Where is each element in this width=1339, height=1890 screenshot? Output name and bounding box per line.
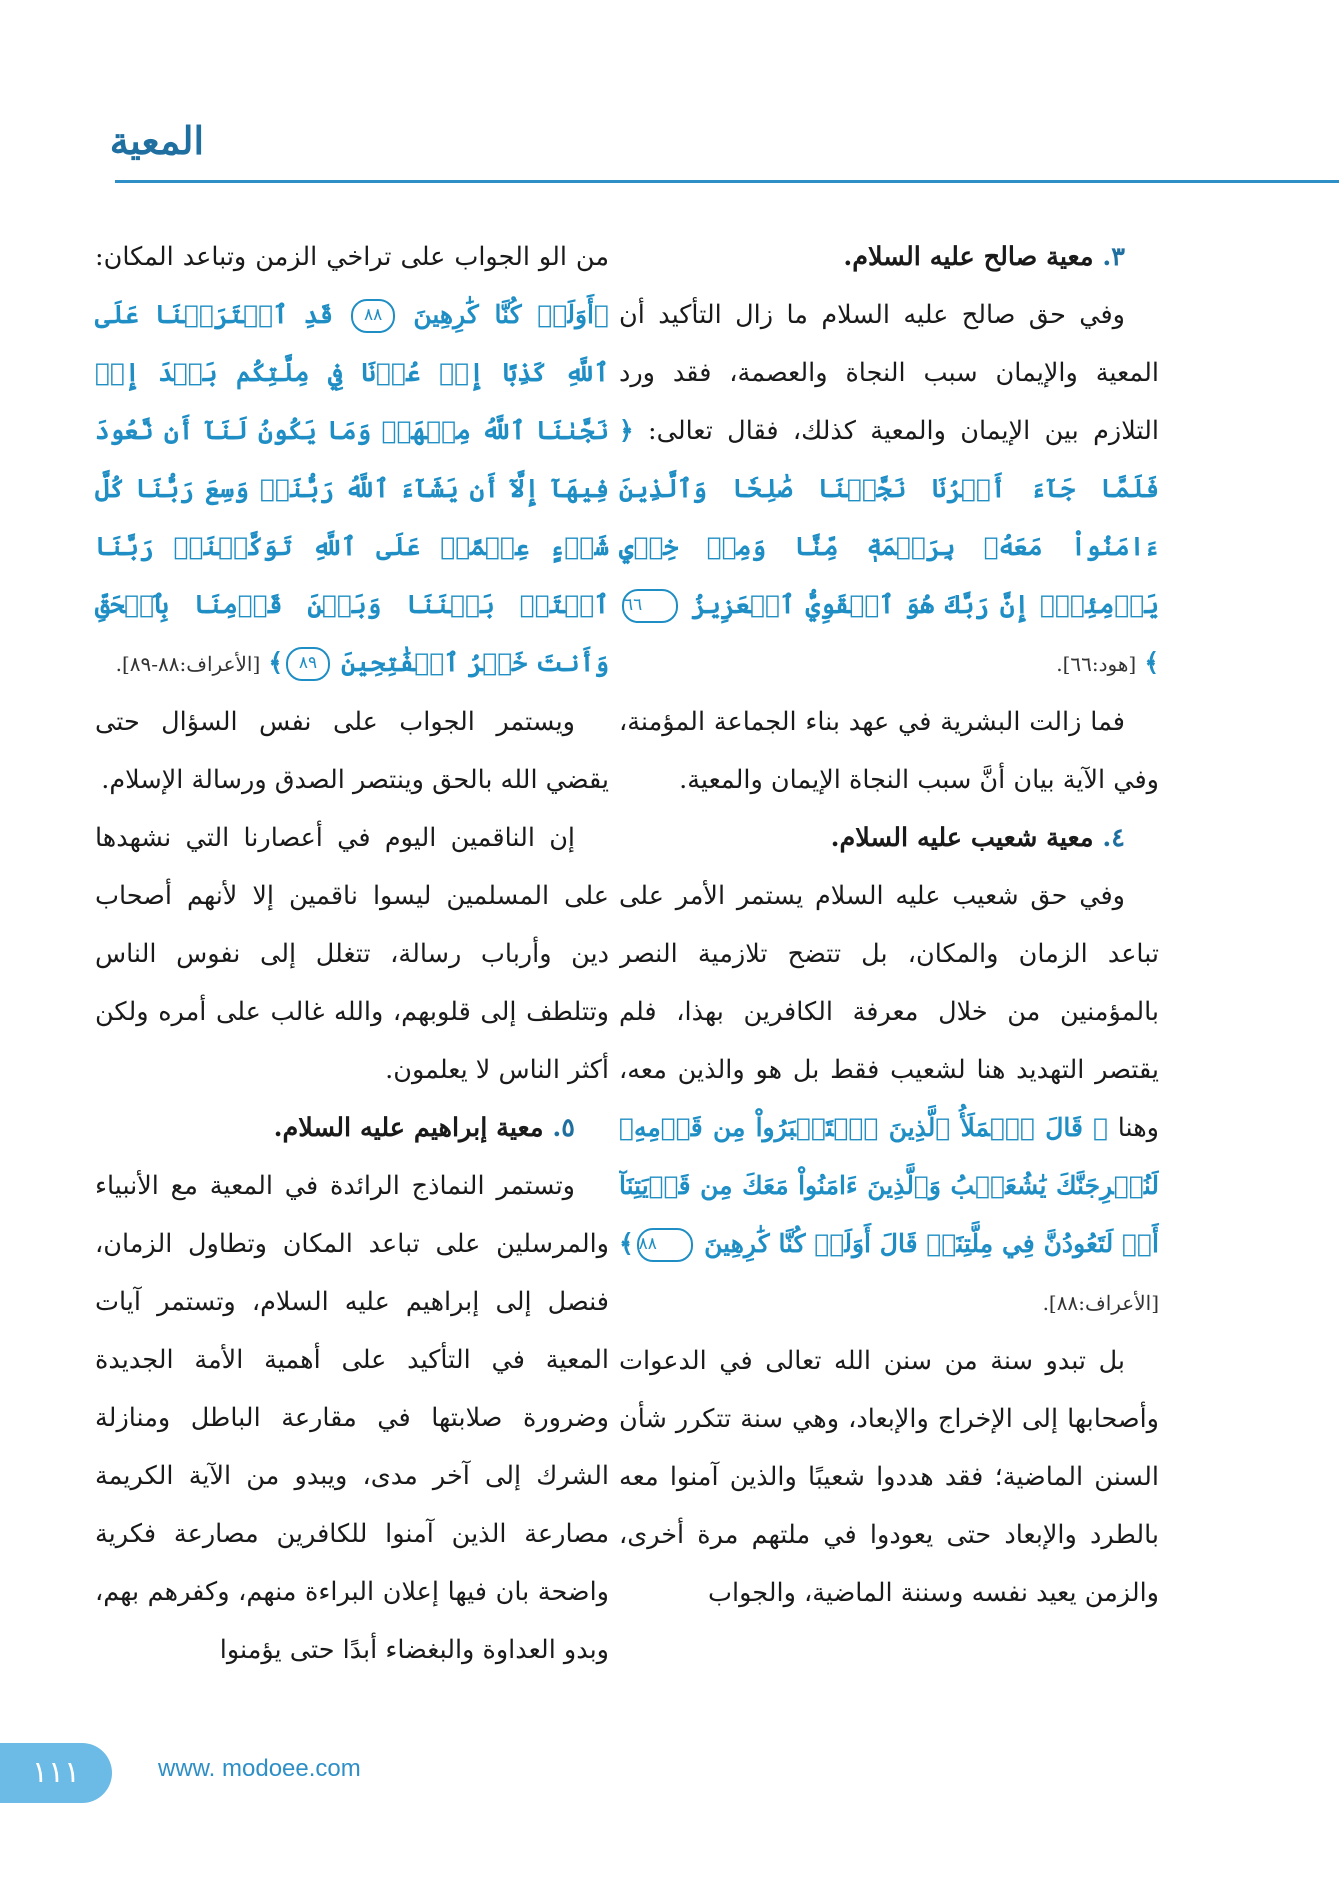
section-heading-shuaib bbox=[619, 809, 1159, 867]
page-title: المعية bbox=[109, 118, 204, 163]
right-column bbox=[619, 228, 1159, 1788]
paragraph bbox=[619, 867, 1159, 1332]
paragraph bbox=[95, 228, 609, 693]
section-heading-text: معية صالح عليه السلام. bbox=[843, 242, 1094, 272]
paragraph bbox=[619, 286, 1159, 693]
section-heading-text: معية إبراهيم عليه السلام. bbox=[273, 1113, 544, 1143]
paragraph-text: من الو الجواب على تراخي الزمن وتباعد المكان: bbox=[95, 242, 609, 272]
quran-close-bracket: ﴾ bbox=[268, 648, 284, 677]
ayah-number-badge: ٨٨ bbox=[637, 1228, 693, 1262]
paragraph: فما زالت البشرية في عهد بناء الجماعة المؤمنة، وفي الآية بيان أنَّ سبب النجاة الإيمان والمعية. bbox=[619, 707, 1159, 795]
section-number: ٥. bbox=[552, 1113, 575, 1143]
ayah-number-badge: ٨٩ bbox=[286, 647, 330, 681]
paragraph: إن الناقمين اليوم في أعصارنا التي نشهدها على المسلمين ليسوا ناقمين إلا لأنهم أصحاب دين وأرباب رسالة، تتغلل إلى نفوس الناس وتتلطف إلى قلوبهم، والله غالب على أمره ولكن أكثر الناس لا يعلمون. bbox=[95, 823, 609, 1085]
section-heading-saleh bbox=[619, 228, 1159, 286]
quran-verse: ﴿ قَالَ ٱلۡمَلَأُ ٱلَّذِينَ ٱسۡتَكۡبَرُواْ مِن قَوۡمِهِۦ لَنُخۡرِجَنَّكَ يَٰشُعَيۡبُ وَٱلَّذِينَ ءَامَنُواْ مَعَكَ مِن قَرۡيَتِنَآ أَوۡ لَتَعُودُنَّ فِي مِلَّتِنَاۚ قَالَ أَوَلَوۡ كُنَّا كَٰرِهِينَ bbox=[619, 1113, 1159, 1258]
paragraph: ويستمر الجواب على نفس السؤال حتى يقضي الله بالحق وينتصر الصدق ورسالة الإسلام. bbox=[95, 707, 609, 795]
verse-reference: [هود:٦٦]. bbox=[1056, 652, 1137, 676]
ayah-number-badge: ٨٨ bbox=[351, 299, 395, 333]
header-divider bbox=[115, 180, 1339, 183]
paragraph: وتستمر النماذج الرائدة في المعية مع الأنبياء والمرسلين على تباعد المكان وتطاول الزمان، فنصل إلى إبراهيم عليه السلام، وتستمر آيات المعية في التأكيد على أهمية الأمة الجديدة وضرورة صلابتها في مقارعة الباطل ومنازلة الشرك إلى آخر مدى، ويبدو من الآية الكريمة مصارعة الذين آمنوا للكافرين مصارعة فكرية واضحة بان فيها إعلان البراءة منهم، وكفرهم بهم، وبدو العداوة والبغضاء أبدًا حتى يؤمنوا bbox=[95, 1171, 609, 1665]
quran-close-bracket: ﴾ bbox=[619, 1229, 634, 1258]
page-number-badge: ١١١ bbox=[0, 1743, 112, 1803]
paragraph-text: وفي حق صالح عليه السلام ما زال التأكيد أن المعية والإيمان سبب النجاة والعصمة، فقد ورد التلازم بين الإيمان والمعية كذلك، فقال تعالى: bbox=[619, 300, 1159, 446]
verse-reference: [الأعراف:٨٨]. bbox=[1042, 1291, 1159, 1315]
quran-close-bracket: ﴾ bbox=[1144, 648, 1159, 677]
section-heading-text: معية شعيب عليه السلام. bbox=[830, 823, 1094, 853]
paragraph-text: وفي حق شعيب عليه السلام يستمر الأمر على تباعد الزمان والمكان، بل تتضح تلازمية النصر بالمؤمنين من خلال معرفة الكافرين بهذا، فلم يقتصر التهديد هنا لشعيب فقط بل هو والذين معه، وهنا bbox=[619, 881, 1159, 1143]
section-heading-ibrahim bbox=[95, 1099, 609, 1157]
paragraph: بل تبدو سنة من سنن الله تعالى في الدعوات وأصحابها إلى الإخراج والإبعاد، وهي سنة تتكرر شأن السنن الماضية؛ فقد هددوا شعيبًا والذين آمنوا معه بالطرد والإبعاد حتى يعودوا في ملتهم مرة أخرى، والزمن يعيد نفسه وسننة الماضية، والجواب bbox=[619, 1346, 1159, 1608]
left-column bbox=[95, 228, 609, 1788]
verse-reference: [الأعراف:٨٨-٨٩]. bbox=[115, 652, 261, 676]
website-url[interactable]: www. modoee.com bbox=[158, 1755, 361, 1782]
section-number: ٤. bbox=[1102, 823, 1125, 853]
quran-verse: ﴿ فَلَمَّا جَآءَ أَمۡرُنَا نَجَّيۡنَا صَٰلِحٗا وَٱلَّذِينَ ءَامَنُواْ مَعَهُۥ بِرَحۡمَةٖ مِّنَّا وَمِنۡ خِزۡيِ يَوۡمِئِذٍۚ إِنَّ رَبَّكَ هُوَ ٱلۡقَوِيُّ ٱلۡعَزِيزُ bbox=[619, 416, 1159, 619]
quran-verse: قَدِ ٱفۡتَرَيۡنَا عَلَى ٱللَّهِ كَذِبًا إِنۡ عُدۡنَا فِي مِلَّتِكُم بَعۡدَ إِذۡ نَجَّىٰنَا ٱللَّهُ مِنۡهَاۚ وَمَا يَكُونُ لَنَآ أَن نَّعُودَ فِيهَآ إِلَّآ أَن يَشَآءَ ٱللَّهُ رَبُّنَاۚ وَسِعَ رَبُّنَا كُلَّ شَيۡءٍ عِلۡمًاۚ عَلَى ٱللَّهِ تَوَكَّلۡنَاۚ رَبَّنَا ٱفۡتَحۡ بَيۡنَنَا وَبَيۡنَ قَوۡمِنَا بِٱلۡحَقِّ وَأَنتَ خَيۡرُ ٱلۡفَٰتِحِينَ bbox=[95, 300, 609, 677]
quran-verse: ﴿أَوَلَوۡ كُنَّا كَٰرِهِينَ bbox=[413, 300, 609, 329]
section-number: ٣. bbox=[1102, 242, 1125, 272]
ayah-number-badge: ٦٦ bbox=[622, 589, 678, 623]
